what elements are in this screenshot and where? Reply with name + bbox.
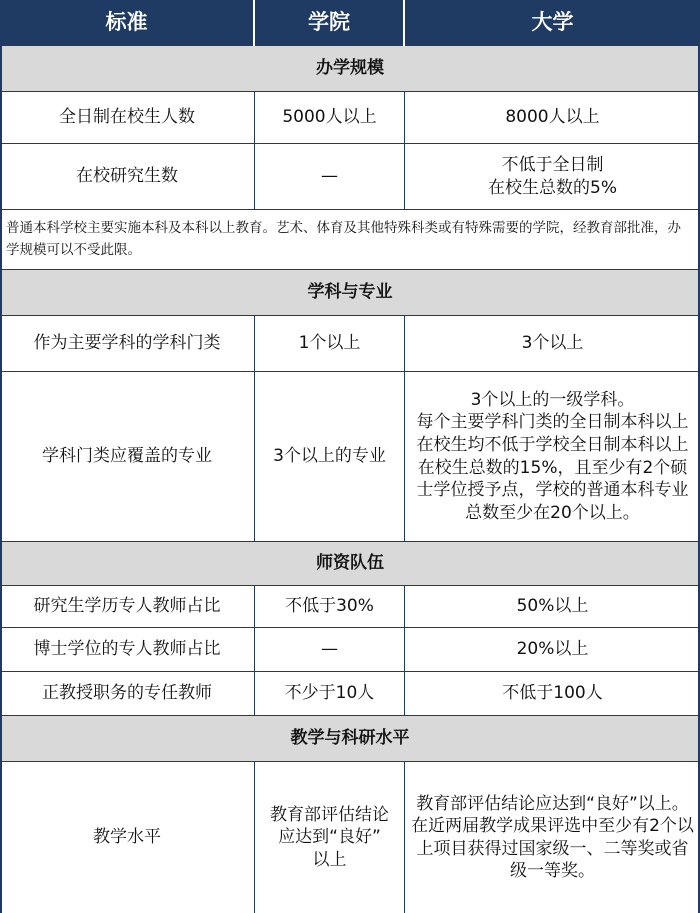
college-cell: — (255, 144, 405, 209)
table-row (0, 92, 700, 144)
university-cell: 20%以上 (516, 639, 589, 660)
college-cell: 不少于10人 (255, 672, 405, 715)
table-row (0, 372, 700, 542)
table-row (0, 586, 700, 628)
scale-note (0, 210, 700, 270)
college-cell: 5000人以上 (255, 92, 405, 143)
section-title: 办学规模 (316, 58, 384, 79)
university-cell: 不低于全日制 在校生总数的5% (488, 155, 617, 198)
college-cell: 不低于30% (255, 586, 405, 627)
university-cell: 教育部评估结论应达到“良好”以上。 在近两届教学成果评选中至少有2个以上项目获得过国家级一、二等奖或省级一等奖。 (411, 794, 694, 881)
college-cell: 教育部评估结论 应达到“良好” 以上 (255, 762, 405, 913)
section-title: 师资队伍 (316, 553, 384, 574)
table-row (0, 672, 700, 716)
table-row (0, 762, 700, 913)
university-cell: 50%以上 (516, 596, 589, 617)
section-title: 学科与专业 (307, 282, 393, 303)
section-disciplines-title (0, 270, 700, 316)
section-scale-title (0, 46, 700, 92)
criterion-cell: 作为主要学科的学科门类 (0, 316, 255, 371)
table-row (0, 628, 700, 672)
section-title: 教学与科研水平 (290, 728, 410, 749)
note-text: 普通本科学校主要实施本科及本科以上教育。艺术、体育及其他特殊科类或有特殊需要的学院，经教育部批准，办学规模可以不受此限。 (6, 219, 681, 258)
criterion-cell: 学科门类应覆盖的专业 (0, 372, 255, 541)
criterion-cell: 正教授职务的专任教师 (0, 672, 255, 715)
college-cell: — (255, 628, 405, 671)
table-row (0, 316, 700, 372)
table-header (0, 0, 700, 46)
college-cell: 3个以上的专业 (255, 372, 405, 541)
criterion-cell: 在校研究生数 (0, 144, 255, 209)
section-teaching-title (0, 716, 700, 762)
university-cell: 3个以上的一级学科。 每个主要学科门类的全日制本科以上在校生均不低于学校全日制本科以上在校生总数的15%，且至少有2个硕士学位授予点，学校的普通本科专业总数至少在20个以上。 (416, 389, 689, 523)
college-cell: 1个以上 (255, 316, 405, 371)
section-faculty-title (0, 542, 700, 586)
header-university: 大学 (531, 10, 574, 35)
criterion-cell: 研究生学历专人教师占比 (0, 586, 255, 627)
header-criterion: 标准 (0, 0, 255, 46)
table-row (0, 144, 700, 210)
university-cell: 8000人以上 (505, 107, 600, 128)
criterion-cell: 博士学位的专人教师占比 (0, 628, 255, 671)
criterion-cell: 全日制在校生人数 (0, 92, 255, 143)
university-cell: 3个以上 (521, 333, 584, 354)
university-cell: 不低于100人 (502, 683, 603, 704)
header-college: 学院 (255, 0, 405, 46)
criterion-cell: 教学水平 (0, 762, 255, 913)
